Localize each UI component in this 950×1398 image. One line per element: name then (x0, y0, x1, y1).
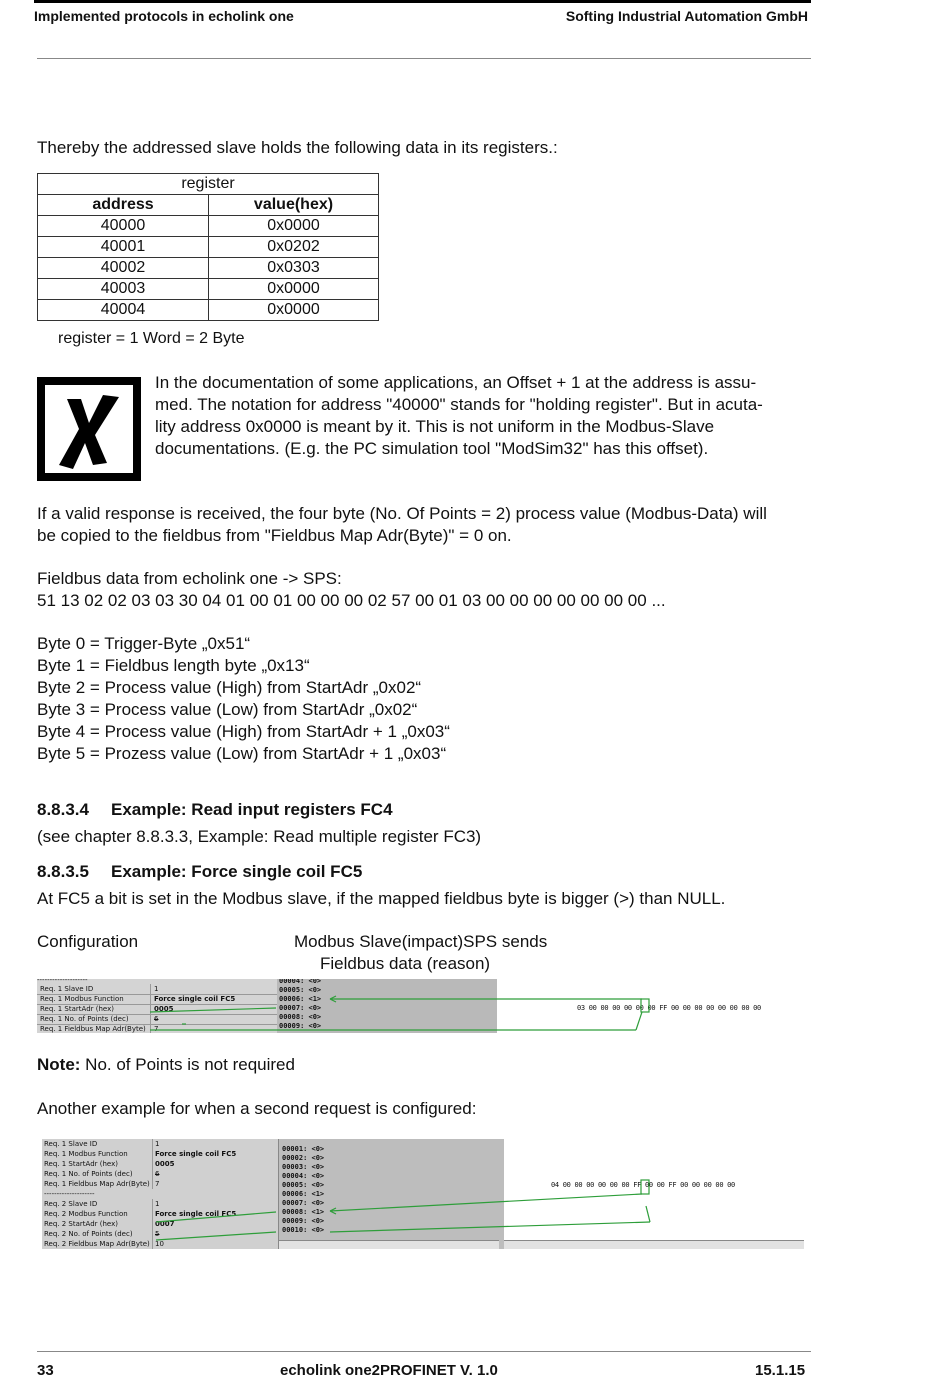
config-key: -------------------- (37, 979, 88, 984)
coil-value: 00010: <0> (282, 1226, 325, 1234)
config-row (37, 1024, 277, 1033)
note-line: med. The notation for address "40000" stands for "holding register". But in acuta- (155, 395, 763, 414)
footer-title: echolink one2PROFINET V. 1.0 (280, 1362, 498, 1379)
note-line (37, 1054, 295, 1076)
section-number: 8.8.3.5 (37, 862, 89, 881)
section-title: Example: Force single coil FC5 (111, 862, 363, 881)
cell-value: 0x0303 (209, 258, 379, 279)
coil-value: 00005: <0> (279, 986, 322, 994)
intro-text: Thereby the addressed slave holds the following data in its registers.: (37, 138, 558, 157)
config-value: Force single coil FC5 (155, 1150, 237, 1158)
horizontal-scrollbar[interactable] (279, 1240, 499, 1249)
coil-value: 00007: <0> (279, 1004, 322, 1012)
cell-address: 40000 (38, 216, 209, 237)
coil-value: 00009: <0> (282, 1217, 325, 1225)
warning-x-icon (37, 377, 141, 481)
screenshot-two-requests (42, 1139, 504, 1249)
screenshot-fc5-coils (277, 979, 497, 1033)
response-line: be copied to the fieldbus from "Fieldbus Map Adr(Byte)" = 0 on. (37, 526, 512, 545)
config-key: Req. 1 Slave ID (42, 1139, 153, 1149)
response-line: If a valid response is received, the four byte (No. Of Points = 2) process value (Modbus-Data) will (37, 504, 767, 523)
coil-value: 00007: <0> (282, 1199, 325, 1207)
cell-address: 40001 (38, 237, 209, 258)
screenshot-fc5-config (37, 979, 277, 1033)
note-line: In the documentation of some applications, an Offset + 1 at the address is assu- (155, 373, 757, 392)
scrollbar-strip[interactable] (504, 1240, 804, 1249)
coil-list (278, 1139, 504, 1249)
config-key: Req. 1 StartAdr (hex) (37, 1004, 151, 1014)
coil-value: 00004: <0> (282, 1172, 325, 1180)
header-left: Implemented protocols in echolink one (34, 8, 294, 24)
section-fc4-heading (37, 799, 393, 821)
config-value: 0005 (154, 1005, 174, 1013)
cell-value: 0x0000 (209, 300, 379, 321)
config-row (42, 1139, 277, 1149)
config-row (42, 1169, 277, 1179)
fieldbus-bytes: 51 13 02 02 03 03 30 04 01 00 01 00 00 00 02 57 00 01 03 00 00 00 00 00 00 00 ... (37, 591, 666, 610)
coil-value: 00008: <0> (279, 1013, 322, 1021)
cell-value: 0x0000 (209, 279, 379, 300)
section-title: Example: Read input registers FC4 (111, 800, 393, 819)
config-key: Req. 2 Modbus Function (42, 1209, 153, 1219)
config-row (42, 1229, 277, 1239)
config-value: 6 (155, 1170, 160, 1178)
another-example-text: Another example for when a second request is configured: (37, 1099, 477, 1118)
section-fc5-heading (37, 861, 362, 883)
col-header-value: value(hex) (209, 195, 379, 216)
register-table (37, 173, 379, 321)
table-row (38, 237, 379, 258)
coil-value: 00005: <0> (282, 1181, 325, 1189)
note-text: No. of Points is not required (80, 1055, 295, 1074)
section-number: 8.8.3.4 (37, 800, 89, 819)
footer-page-number: 33 (37, 1362, 54, 1379)
section-fc5-text: At FC5 a bit is set in the Modbus slave, if the mapped fieldbus byte is bigger (>) than NULL. (37, 889, 726, 908)
cell-value: 0x0202 (209, 237, 379, 258)
config-value: Force single coil FC5 (154, 995, 236, 1003)
slave-label-1: Modbus Slave(impact)SPS sends (294, 932, 548, 951)
list-item: Byte 5 = Prozess value (Low) from StartAdr + 1 „0x03“ (37, 744, 447, 763)
config-key: -------------------- (44, 1190, 95, 1198)
coil-value: 00009: <0> (279, 1022, 322, 1030)
register-footnote: register = 1 Word = 2 Byte (58, 330, 245, 347)
table-row (38, 216, 379, 237)
config-value: 1 (154, 985, 159, 993)
screenshot-two-bytes: 04 00 00 00 00 00 00 FF 00 00 FF 00 00 00 00 00 (551, 1181, 735, 1189)
col-header-address: address (38, 195, 209, 216)
byte-list (37, 633, 450, 765)
section-fc4-text: (see chapter 8.8.3.3, Example: Read multiple register FC3) (37, 827, 482, 846)
list-item: Byte 2 = Process value (High) from StartAdr „0x02“ (37, 678, 422, 697)
footer-rule (37, 1351, 811, 1352)
config-row (42, 1179, 277, 1189)
table-row (38, 258, 379, 279)
config-row (42, 1209, 277, 1219)
coil-value: 00008: <1> (282, 1208, 325, 1216)
register-table-caption: register (38, 174, 379, 195)
response-paragraph (37, 503, 767, 547)
config-key: Req. 1 Modbus Function (42, 1149, 153, 1159)
config-key: Req. 1 Fieldbus Map Adr(Byte) (42, 1179, 153, 1189)
config-key: Req. 2 Fieldbus Map Adr(Byte) (42, 1239, 153, 1249)
config-row (42, 1189, 277, 1199)
config-value: 1 (155, 1200, 160, 1208)
config-value: 0007 (155, 1220, 175, 1228)
note-label: Note: (37, 1055, 81, 1074)
cell-address: 40004 (38, 300, 209, 321)
cell-address: 40003 (38, 279, 209, 300)
config-row (42, 1149, 277, 1159)
config-key: Req. 2 StartAdr (hex) (42, 1219, 153, 1229)
config-key: Req. 1 No. of Points (dec) (42, 1169, 153, 1179)
cell-address: 40002 (38, 258, 209, 279)
header-right: Softing Industrial Automation GmbH (565, 8, 808, 24)
footer-date: 15.1.15 (755, 1362, 806, 1379)
coil-value: 00001: <0> (282, 1145, 325, 1153)
coil-value: 00006: <1> (279, 995, 322, 1003)
config-label: Configuration (37, 932, 139, 951)
config-value: 5 (155, 1230, 160, 1238)
config-key: Req. 1 Modbus Function (37, 994, 151, 1004)
config-key: Req. 2 No. of Points (dec) (42, 1229, 153, 1239)
config-grid (42, 1139, 277, 1249)
list-item: Byte 1 = Fieldbus length byte „0x13“ (37, 656, 310, 675)
config-value: Force single coil FC5 (155, 1210, 237, 1218)
config-key: Req. 1 Fieldbus Map Adr(Byte) (37, 1024, 151, 1033)
coil-value: 00002: <0> (282, 1154, 325, 1162)
config-value: 7 (154, 1025, 159, 1033)
config-row (42, 1159, 277, 1169)
config-value: 6 (154, 1015, 159, 1023)
config-row (42, 1199, 277, 1209)
config-value: 0005 (155, 1160, 175, 1168)
config-key: Req. 2 Slave ID (42, 1199, 153, 1209)
table-row (38, 279, 379, 300)
config-key: Req. 1 Slave ID (37, 984, 151, 994)
note-block-text (155, 372, 809, 460)
list-item: Byte 0 = Trigger-Byte „0x51“ (37, 634, 251, 653)
note-line: lity address 0x0000 is meant by it. This is not uniform in the Modbus-Slave (155, 417, 715, 436)
coil-value: 00003: <0> (282, 1163, 325, 1171)
fieldbus-title: Fieldbus data from echolink one -> SPS: (37, 569, 342, 588)
screenshot-fc5-bytes: 03 00 00 00 00 00 00 FF 00 00 00 00 00 00 00 00 (577, 1004, 761, 1012)
coil-value: 00004: <0> (279, 979, 322, 985)
coil-value: 00006: <1> (282, 1190, 325, 1198)
config-value: 1 (155, 1140, 160, 1148)
config-key: Req. 1 No. of Points (dec) (37, 1014, 151, 1024)
header-top-rule (34, 0, 811, 3)
fieldbus-block (37, 568, 666, 612)
list-item: Byte 4 = Process value (High) from StartAdr + 1 „0x03“ (37, 722, 450, 741)
config-key: Req. 1 StartAdr (hex) (42, 1159, 153, 1169)
cell-value: 0x0000 (209, 216, 379, 237)
config-row (42, 1219, 277, 1229)
table-row (38, 300, 379, 321)
config-row (42, 1239, 277, 1249)
slave-label-2: Fieldbus data (reason) (320, 954, 491, 973)
note-line: documentations. (E.g. the PC simulation tool "ModSim32" has this offset). (155, 439, 709, 458)
header-rule (37, 58, 811, 59)
list-item: Byte 3 = Process value (Low) from StartAdr „0x02“ (37, 700, 418, 719)
config-value: 10 (155, 1240, 164, 1248)
config-value: 7 (155, 1180, 160, 1188)
